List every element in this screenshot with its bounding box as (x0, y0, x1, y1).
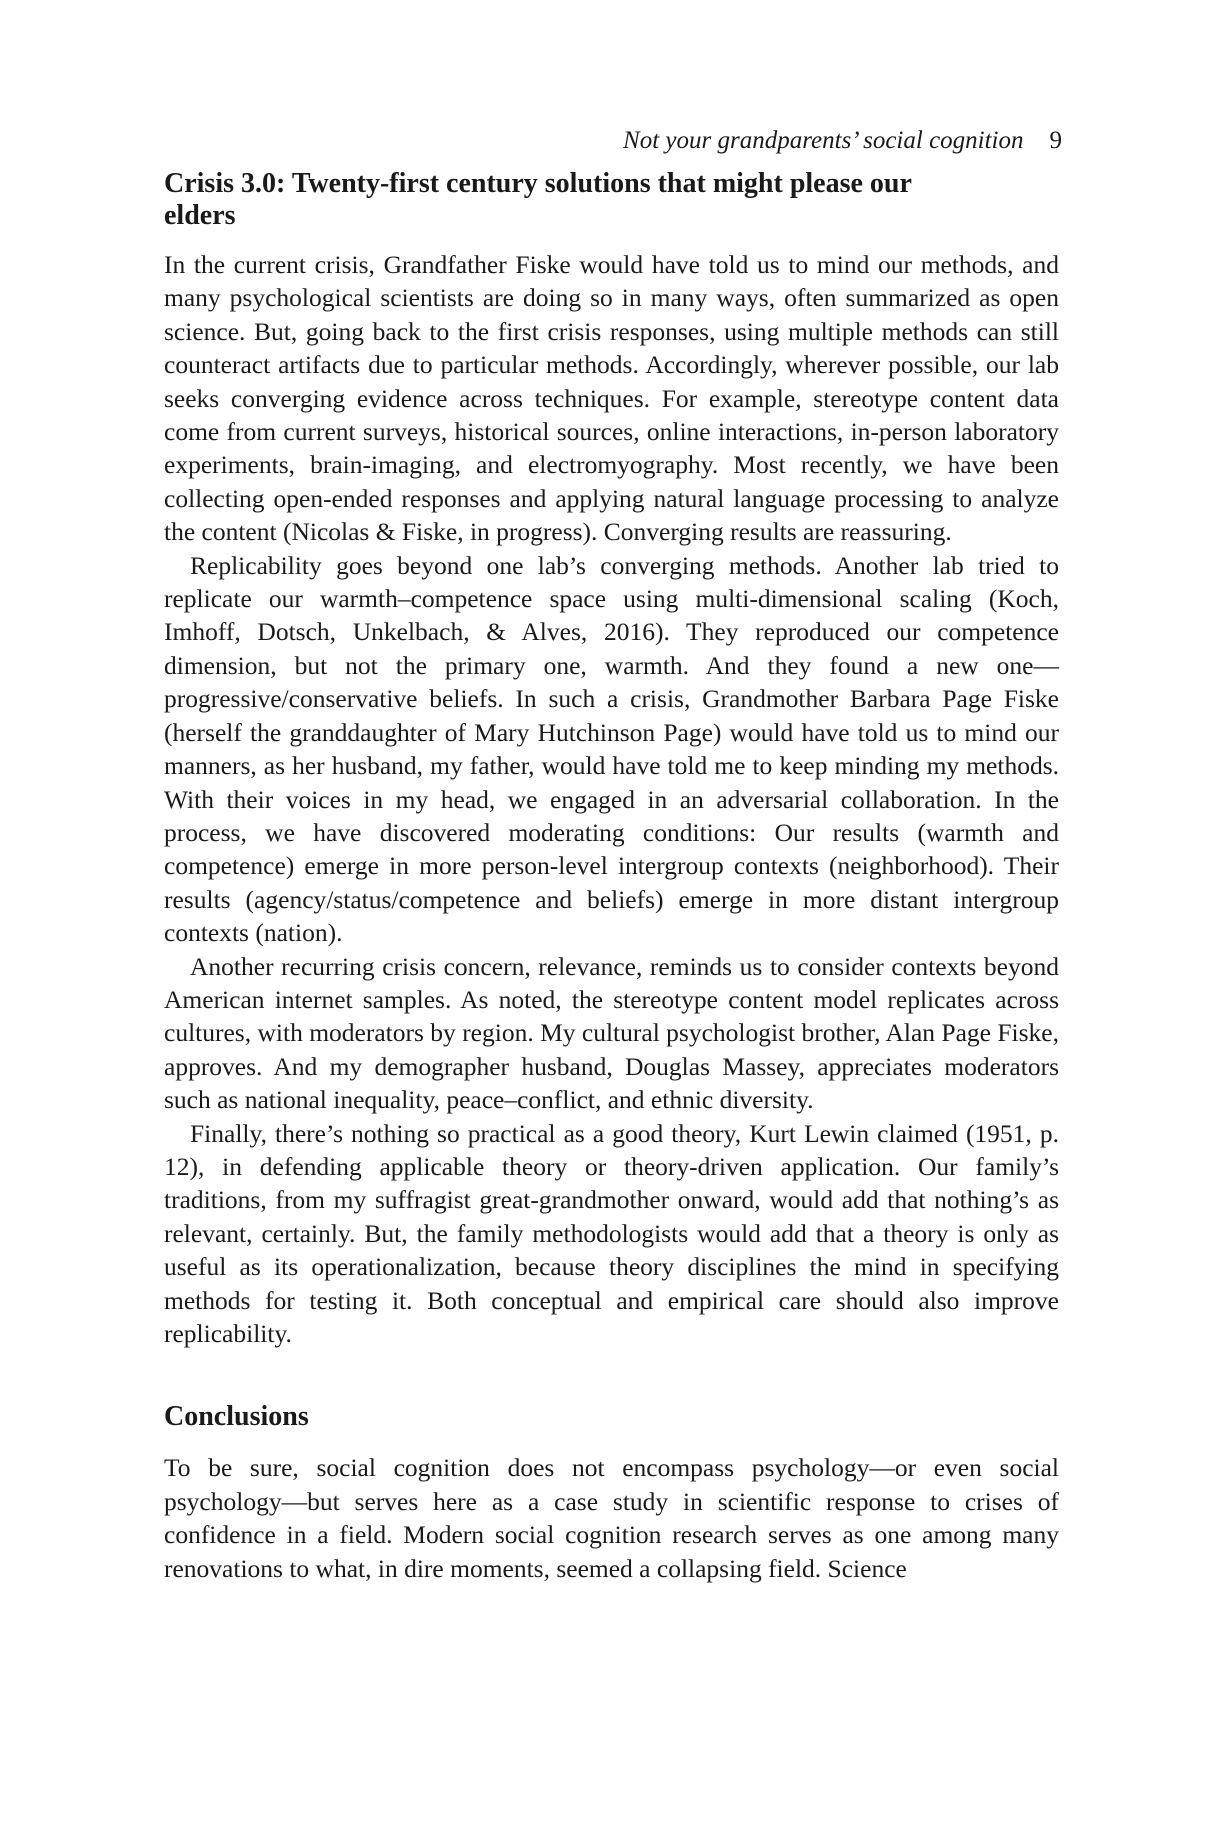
page-body (164, 168, 1059, 1585)
page-number: 9 (1049, 127, 1062, 154)
paragraph-crisis-3: Another recurring crisis concern, relevance, reminds us to consider contexts beyond American internet samples. As noted, the stereotype content model replicates across cultures, with moderators by region. My cultural psychologist brother, Alan Page Fiske, approves. And my demographer husband, Douglas Massey, appreciates moderators such as national inequality, peace–conflict, and ethnic diversity. (164, 951, 1059, 1115)
paragraph-conclusions-1: To be sure, social cognition does not encompass psychology—or even social psychology—but serves here as a case study in scientific response to crises of confidence in a field. Modern social cognition research serves as one among many renovations to what, in dire moments, seemed a collapsing field. Science (164, 1453, 1059, 1583)
paragraph-crisis-4: Finally, there’s nothing so practical as a good theory, Kurt Lewin claimed (1951, p. 12), in defending applicable theory or theory-driven application. Our family’s traditions, from my suffragist great-grandmother onward, would add that nothing’s as relevant, certainly. But, the family methodologists would add that a theory is only as useful as its operationalization, because theory disciplines the mind in specifying methods for testing it. Both conceptual and empirical care should also improve replicability. (164, 1118, 1059, 1348)
section-heading-conclusions: Conclusions (164, 1401, 309, 1433)
running-head (623, 123, 1062, 159)
section-heading-crisis: Crisis 3.0: Twenty-first century solutions that might please our elders (164, 168, 912, 231)
running-head-title: Not your grandparents’ social cognition (623, 127, 1024, 154)
paragraph-crisis-2: Replicability goes beyond one lab’s converging methods. Another lab tried to replicate our warmth–competence space using multi-dimensional scaling (Koch, Imhoff, Dotsch, Unkelbach, & Alves, 2016). They reproduced our competence dimension, but not the primary one, warmth. And they found a new one—progressive/conservative beliefs. In such a crisis, Grandmother Barbara Page Fiske (herself the granddaughter of Mary Hutchinson Page) would have told us to mind our manners, as her husband, my father, would have told me to keep minding my methods. With their voices in my head, we engaged in an adversarial collaboration. In the process, we have discovered moderating conditions: Our results (warmth and competence) emerge in more person-level intergroup contexts (neighborhood). Their results (agency/status/competence and beliefs) emerge in more distant intergroup contexts (nation). (164, 550, 1059, 948)
paragraph-crisis-1: In the current crisis, Grandfather Fiske would have told us to mind our methods, and many psychological scientists are doing so in many ways, often summarized as open science. But, going back to the first crisis responses, using multiple methods can still counteract artifacts due to particular methods. Accordingly, wherever possible, our lab seeks converging evidence across techniques. For example, stereotype content data come from current surveys, historical sources, online interactions, in-person laboratory experiments, brain-imaging, and electromyography. Most recently, we have been collecting open-ended responses and applying natural language processing to analyze the content (Nicolas & Fiske, in progress). Converging results are reassuring. (164, 250, 1059, 547)
